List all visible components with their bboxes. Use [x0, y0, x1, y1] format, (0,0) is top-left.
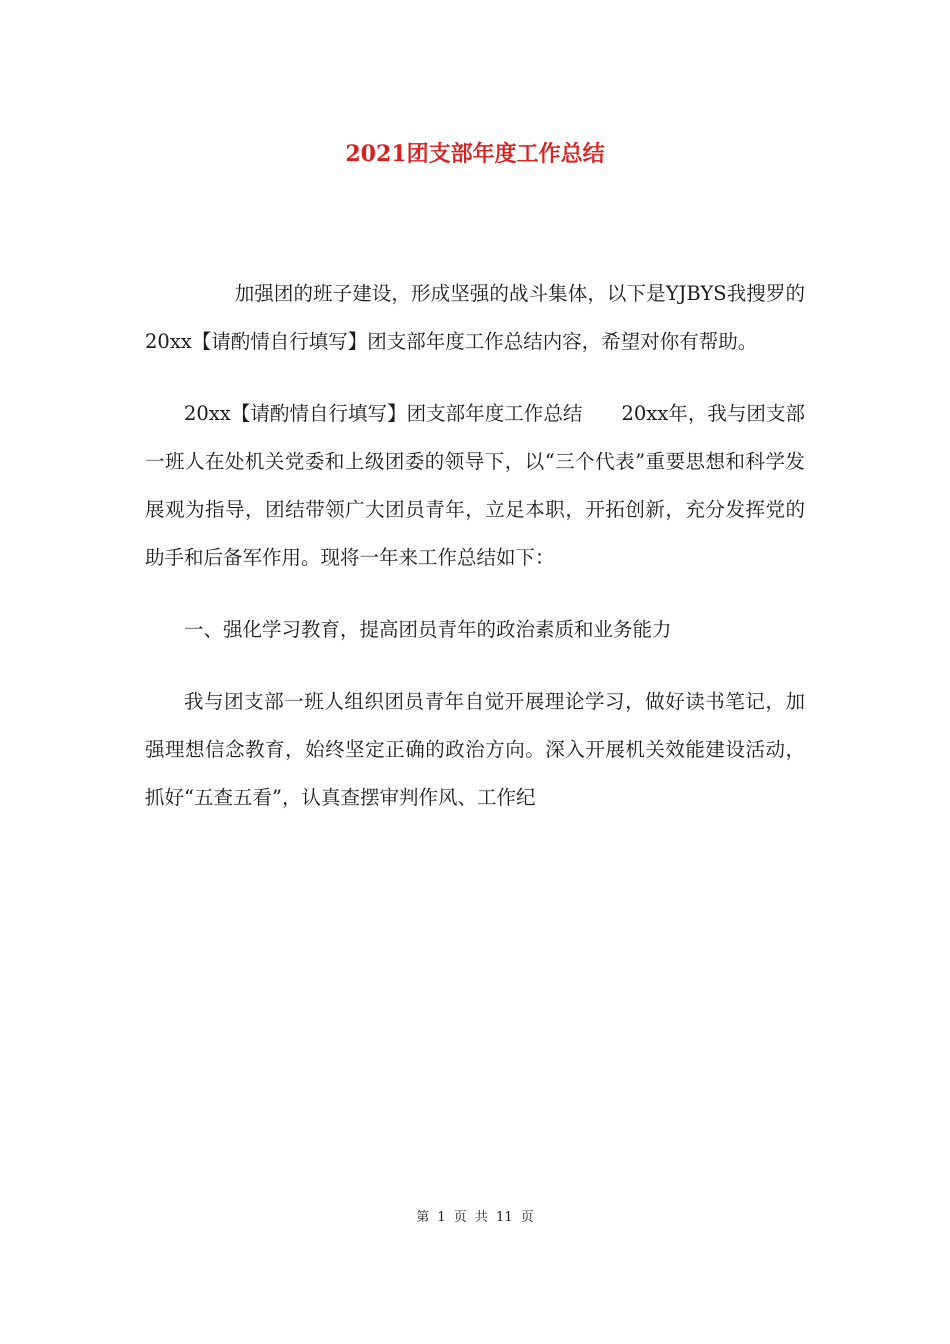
document-body: [145, 270, 805, 822]
page-number-footer: 第 1 页 共 11 页: [416, 1210, 534, 1225]
document-title: 2021团支部年度工作总结: [345, 141, 605, 167]
section-heading: 一、强化学习教育，提高团员青年的政治素质和业务能力: [184, 618, 672, 641]
summary-paragraph: 20xx【请酌情自行填写】团支部年度工作总结 20xx年，我与团支部一班人在处机关党委和上级团委的领导下，以“三个代表”重要思想和科学发展观为指导，团结带领广大团员青年，立足本职，开拓创新，充分发挥党的助手和后备军作用。现将一年来工作总结如下：: [145, 402, 805, 569]
section-paragraph: 我与团支部一班人组织团员青年自觉开展理论学习，做好读书笔记，加强理想信念教育，始终坚定正确的政治方向。深入开展机关效能建设活动，抓好“五查五看”，认真查摆审判作风、工作纪: [145, 690, 805, 809]
intro-paragraph: 加强团的班子建设，形成坚强的战斗集体，以下是YJBYS我搜罗的20xx【请酌情自行填写】团支部年度工作总结内容，希望对你有帮助。: [145, 282, 805, 353]
